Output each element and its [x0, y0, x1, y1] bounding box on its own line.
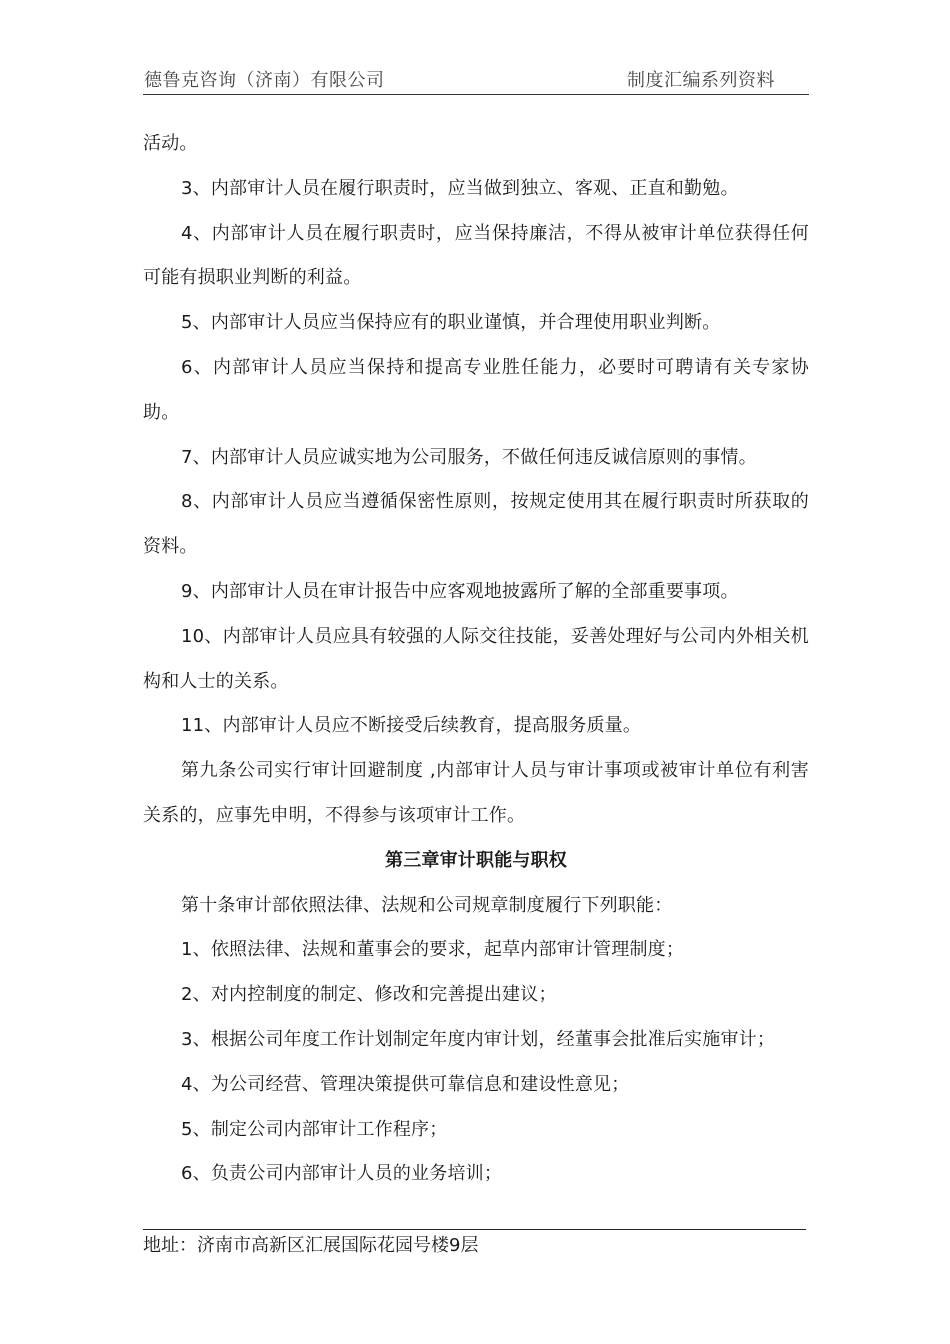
list-item: 2、对内控制度的制定、修改和完善提出建议；	[181, 984, 557, 1006]
list-item: 4、为公司经营、管理决策提供可靠信息和建设性意见；	[181, 1073, 630, 1095]
list-item: 8、内部审计人员应当遵循保密性原则，按规定使用其在履行职责时所获取的资料。	[143, 491, 809, 558]
page-header	[143, 66, 809, 95]
list-item: 3、内部审计人员在履行职责时，应当做到独立、客观、正直和勤勉。	[181, 177, 739, 199]
list-item: 5、制定公司内部审计工作程序；	[181, 1118, 448, 1140]
header-series-title: 制度汇编系列资料	[627, 70, 775, 91]
header-company-name: 德鲁克咨询（济南）有限公司	[144, 70, 385, 91]
chapter-heading: 第三章审计职能与职权	[385, 849, 567, 871]
list-item: 4、内部审计人员在履行职责时，应当保持廉洁，不得从被审计单位获得任何可能有损职业判断的利益。	[143, 222, 809, 289]
list-item: 7、内部审计人员应诚实地为公司服务，不做任何违反诚信原则的事情。	[181, 446, 757, 468]
document-body	[143, 122, 809, 1197]
footer-address: 地址：济南市高新区汇展国际花园号楼9层	[143, 1235, 479, 1256]
article-paragraph: 第九条公司实行审计回避制度 ,内部审计人员与审计事项或被审计单位有利害关系的，应事先申明，不得参与该项审计工作。	[143, 760, 809, 826]
list-item: 11、内部审计人员应不断接受后续教育，提高服务质量。	[181, 715, 642, 737]
list-item: 5、内部审计人员应当保持应有的职业谨慎，并合理使用职业判断。	[181, 312, 721, 334]
paragraph-continuation: 活动。	[143, 133, 198, 154]
list-item: 6、负责公司内部审计人员的业务培训；	[181, 1163, 503, 1185]
list-item: 10、内部审计人员应具有较强的人际交往技能，妥善处理好与公司内外相关机构和人士的关系。	[143, 625, 809, 692]
list-item: 1、依照法律、法规和董事会的要求，起草内部审计管理制度；	[181, 939, 685, 961]
article-paragraph: 第十条审计部依照法律、法规和公司规章制度履行下列职能：	[181, 894, 673, 916]
list-item: 6、内部审计人员应当保持和提高专业胜任能力，必要时可聘请有关专家协助。	[143, 356, 809, 423]
list-item: 3、根据公司年度工作计划制定年度内审计划，经董事会批准后实施审计；	[181, 1028, 776, 1050]
list-item: 9、内部审计人员在审计报告中应客观地披露所了解的全部重要事项。	[181, 580, 739, 602]
page-footer	[143, 1229, 806, 1258]
